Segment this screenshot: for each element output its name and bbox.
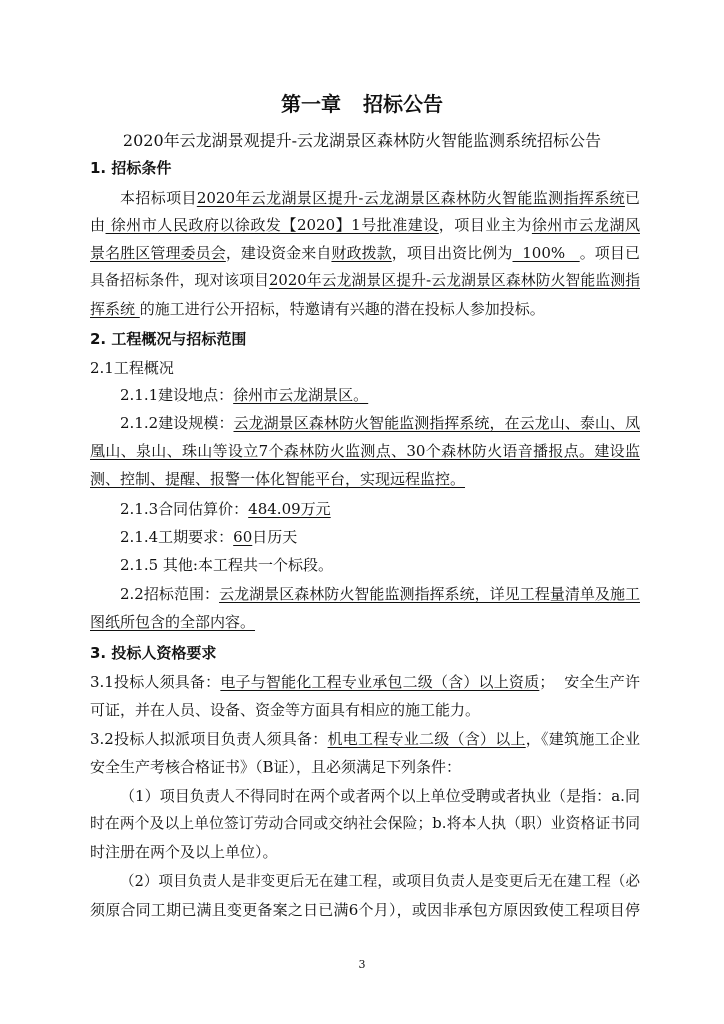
label: 2.1.3合同估算价：: [120, 500, 249, 518]
text: ，建设资金来自: [225, 244, 332, 262]
label: 2.1.2建设规模：: [120, 414, 234, 432]
condition-1-line-3: 时注册在两个及以上单位）。: [90, 843, 278, 861]
section-3-heading: 3. 投标人资格要求: [90, 644, 217, 662]
text: 由: [90, 216, 106, 234]
text: 。项目已: [579, 244, 640, 262]
project-name-2-cont: 挥系统: [90, 300, 140, 318]
page-number: 3: [358, 958, 366, 971]
item-2-1-1: [90, 385, 640, 405]
condition-2-line-2: 须原合同工期已满且变更备案之日已满6个月），或因非承包方原因致使工程项目停: [90, 901, 640, 919]
s1-line-5: [90, 299, 640, 319]
item-2-2-line-1: [90, 584, 640, 604]
section-1-heading: 1. 招标条件: [90, 159, 172, 177]
construction-scale-cont: 测、控制、提醒、报警一体化智能平台，实现远程监控。: [90, 470, 466, 488]
item-2-1-5: 2.1.5 其他:本工程共一个标段。: [120, 556, 333, 574]
text: ，项目出资比例为: [391, 244, 513, 262]
label: 2.2招标范围：: [120, 585, 220, 603]
project-name: 2020年云龙湖景区提升-云龙湖景区森林防火智能监测指挥系统: [196, 189, 625, 207]
chapter-number: 第一章: [281, 92, 341, 116]
item-3-2-line-2: 安全生产考核合格证书》（B证），且必须满足下列条件：: [90, 758, 462, 776]
label: 2.1.1建设地点：: [120, 386, 234, 404]
text: 本招标项目: [120, 189, 197, 207]
text: 的施工进行公开招标，特邀请有兴趣的潜在投标人参加投标。: [139, 300, 545, 318]
fund-source: 财政拨款: [331, 244, 392, 262]
announcement-subtitle: 2020年云龙湖景观提升-云龙湖景区森林防火智能监测系统招标公告: [122, 131, 602, 150]
bid-scope-cont: 图纸所包含的全部内容。: [90, 613, 256, 631]
s1-line-1: [90, 188, 640, 208]
s1-line-4: [90, 271, 640, 291]
required-qualification: 电子与智能化工程专业承包二级（含）以上资质: [220, 673, 540, 691]
sub-2-1-heading: 2.1工程概况: [90, 359, 174, 377]
construction-scale: 云龙湖景区森林防火智能监测指挥系统，在云龙山、泰山、凤: [233, 414, 640, 432]
label: 2.1.4工期要求：: [120, 528, 234, 546]
chapter-name: 招标公告: [363, 92, 443, 116]
approval-document: 徐州市人民政府以徐政发【2020】1号批准建设: [105, 216, 439, 234]
item-2-1-2-line-3: [90, 469, 640, 489]
project-owner-cont: 景名胜区管理委员会: [90, 244, 226, 262]
text: 日历天: [252, 528, 298, 546]
item-2-2-line-2: [90, 612, 640, 632]
duration-days: 60: [233, 528, 253, 546]
label: 3.2投标人拟派项目负责人须具备：: [90, 730, 328, 748]
item-2-1-2-line-1: [90, 413, 640, 433]
project-name-2: 2020年云龙湖景区提升-云龙湖景区森林防火智能监测指: [269, 272, 640, 289]
text: 具备招标条件，现对该项目: [90, 272, 270, 289]
item-2-1-4: [90, 527, 640, 547]
item-3-1-line-1: [90, 672, 640, 692]
text: 已: [624, 189, 640, 207]
item-2-1-3: [90, 499, 640, 519]
condition-1-line-2: 时在两个及以上单位签订劳动合同或交纳社会保险；b.将本人执（职）业资格证书同: [90, 815, 640, 832]
condition-2-line-1: （2）项目负责人是非变更后无在建工程，或项目负责人是变更后无在建工程（必: [120, 874, 640, 890]
item-2-1-2-line-2: 凰山、泉山、珠山等设立7个森林防火监测点、30个森林防火语音播报点。建设监: [90, 442, 640, 460]
manager-qualification: 机电工程专业二级（含）以上: [327, 730, 526, 748]
label: 3.1投标人须具备：: [90, 673, 221, 691]
project-owner: 徐州市云龙湖风: [531, 216, 640, 234]
text: ，《建筑施工企业: [525, 730, 640, 748]
bid-scope: 云龙湖景区森林防火智能监测指挥系统，详见工程量清单及施工: [219, 585, 640, 603]
condition-1-line-1: （1）项目负责人不得同时在两个或者两个以上单位受聘或者执业（是指：a.同: [120, 787, 640, 805]
contract-estimate: 484.09万元: [248, 500, 331, 518]
section-2-heading: 2. 工程概况与招标范围: [90, 330, 247, 348]
item-3-2-line-1: [90, 729, 640, 749]
chapter-title: [0, 88, 724, 117]
text: ，项目业主为: [438, 216, 532, 234]
s1-line-3: [90, 243, 640, 263]
item-3-1-line-2: 可证，并在人员、设备、资金等方面具有相应的施工能力。: [90, 701, 481, 719]
s1-line-2: [90, 215, 640, 235]
funding-ratio: 100%: [512, 244, 580, 262]
text: ； 安全生产许: [539, 673, 640, 691]
construction-site: 徐州市云龙湖景区。: [233, 386, 369, 404]
